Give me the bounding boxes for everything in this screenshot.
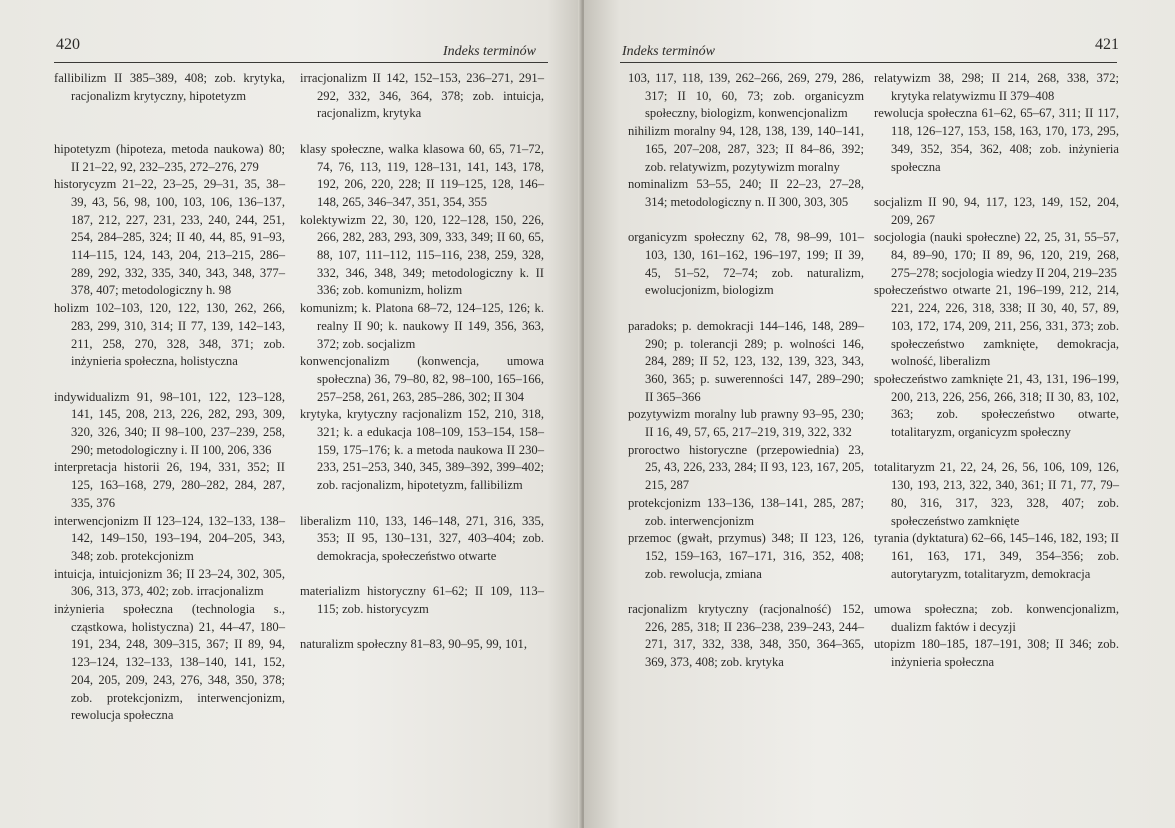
index-entry: materializm historyczny 61–62; II 109, 113–115; zob. historycyzm bbox=[300, 584, 544, 617]
entry-gap bbox=[300, 619, 544, 637]
index-entry: socjalizm II 90, 94, 117, 123, 149, 152, 204, 209, 267 bbox=[874, 194, 1119, 227]
entry-gap bbox=[628, 300, 864, 318]
index-entry: krytyka, krytyczny racjonalizm 152, 210, 318, 321; k. a edukacja 108–109, 153–154, 158–159, 175–176; k. a metoda naukowa II 230–233, 251–253, 340, 345, 389–392, 399–402; zob. racjonalizm, hipotetyzm, fallibilizm bbox=[300, 407, 544, 493]
entry-gap bbox=[300, 123, 544, 141]
index-entry: nominalizm 53–55, 240; II 22–23, 27–28, 314; metodologiczny n. II 300, 303, 305 bbox=[628, 177, 864, 209]
index-entry: pozytywizm moralny lub prawny 93–95, 230; II 16, 49, 57, 65, 217–219, 319, 322, 332 bbox=[628, 407, 864, 440]
index-entry: paradoks; p. demokracji 144–146, 148, 289–290; p. tolerancji 289; p. wolności 146, 284, 289; II 52, 123, 132, 139, 323, 343, 360, 365; p. suwerenności 147, 289–290; II 365–366 bbox=[628, 318, 864, 404]
entry-gap bbox=[874, 176, 1119, 194]
index-entry: klasy społeczne, walka klasowa 60, 65, 71–72, 74, 76, 113, 119, 128–131, 141, 143, 178, 192, 206, 220, 228; II 119–125, 128, 146–148, 265, 346–347, 351, 354, 355 bbox=[300, 141, 544, 209]
left-page bbox=[0, 0, 582, 828]
index-entry: kolektywizm 22, 30, 120, 122–128, 150, 226, 266, 282, 283, 293, 309, 333, 349; II 60, 65, 88, 107, 111–112, 115–116, 238, 259, 328, 332, 346, 348, 349; metodologiczny k. II 336; zob. komunizm, holizm bbox=[300, 212, 544, 298]
index-entry: liberalizm 110, 133, 146–148, 271, 316, 335, 353; II 95, 130–131, 327, 403–404; zob. demokracja, społeczeństwo otwarte bbox=[300, 513, 544, 563]
index-entry: socjologia (nauki społeczne) 22, 25, 31, 55–57, 84, 89–90, 170; II 89, 96, 120, 219, 268, 275–278; socjologia wiedzy II 204, 219–235 bbox=[874, 230, 1119, 280]
index-entry: interpretacja historii 26, 194, 331, 352; II 125, 163–168, 279, 280–282, 284, 287, 335, 376 bbox=[54, 460, 285, 510]
index-entry: inżynieria społeczna (technologia s., cząstkowa, holistyczna) 21, 44–47, 180–191, 234, 248, 309–315, 367; II 89, 94, 123–124, 132–133, 138–140, 141, 152, 204, 205, 209, 243, 276, 348, 350, 378; zob. protekcjonizm, interwencjonizm, rewolucja społeczna bbox=[54, 602, 285, 723]
index-entry: komunizm; k. Platona 68–72, 124–125, 126; k. realny II 90; k. naukowy II 149, 356, 363, 372; zob. socjalizm bbox=[300, 301, 544, 351]
index-column-left-2 bbox=[300, 70, 544, 654]
right-page bbox=[584, 0, 1175, 828]
index-entry: holizm 102–103, 120, 122, 130, 262, 266, 283, 299, 310, 314; II 77, 139, 142–143, 211, 258, 270, 328, 348, 371; zob. inżynieria społeczna, holistyczna bbox=[54, 301, 285, 369]
entry-gap bbox=[874, 583, 1119, 601]
index-entry: interwencjonizm II 123–124, 132–133, 138–142, 149–150, 193–194, 204–205, 343, 348; zob. protekcjonizm bbox=[54, 513, 285, 563]
index-entry: tyrania (dyktatura) 62–66, 145–146, 182, 193; II 161, 163, 171, 349, 354–356; zob. autorytaryzm, totalitaryzm, demokracja bbox=[874, 531, 1119, 581]
index-entry: utopizm 180–185, 187–191, 308; II 346; zob. inżynieria społeczna bbox=[874, 637, 1119, 670]
index-entry: nihilizm moralny 94, 128, 138, 139, 140–141, 165, 207–208, 287, 323; II 84–86, 392; zob. relatywizm, pozytywizm moralny bbox=[628, 124, 864, 174]
entry-gap bbox=[300, 566, 544, 584]
index-entry: indywidualizm 91, 98–101, 122, 123–128, 141, 145, 208, 213, 226, 282, 293, 309, 320, 326, 340; II 98–100, 237–239, 258, 290; metodologiczny i. II 100, 206, 336 bbox=[54, 389, 285, 457]
index-entry: rewolucja społeczna 61–62, 65–67, 311; II 117, 118, 126–127, 153, 158, 163, 170, 173, 295, 349, 352, 354, 362, 408; zob. inżynieria społeczna bbox=[874, 106, 1119, 174]
entry-gap bbox=[54, 371, 285, 389]
index-entry: przemoc (gwałt, przymus) 348; II 123, 126, 152, 159–163, 167–171, 316, 352, 408; zob. rewolucja, zmiana bbox=[628, 531, 864, 581]
index-entry: historycyzm 21–22, 23–25, 29–31, 35, 38–39, 43, 56, 98, 100, 103, 106, 136–137, 187, 212, 227, 231, 233, 240, 244, 251, 254, 284–285, 324; II 40, 44, 85, 91–93, 114–115, 124, 143, 204, 213–215, 286–289, 292, 332, 335, 340, 343, 348, 377–378, 407; metodologiczny h. 98 bbox=[54, 177, 285, 298]
entry-gap bbox=[54, 105, 285, 140]
index-entry: fallibilizm II 385–389, 408; zob. krytyka, racjonalizm krytyczny, hipotetyzm bbox=[54, 71, 285, 103]
index-entry: 103, 117, 118, 139, 262–266, 269, 279, 286, 317; II 10, 60, 73; zob. organicyzm społeczny, biologizm, konwencjonalizm bbox=[628, 71, 864, 121]
index-entry: hipotetyzm (hipoteza, metoda naukowa) 80; II 21–22, 92, 232–235, 272–276, 279 bbox=[54, 141, 285, 174]
entry-gap bbox=[300, 495, 544, 513]
index-column-right-1 bbox=[628, 70, 864, 672]
index-entry: racjonalizm krytyczny (racjonalność) 152, 226, 285, 318; II 236–238, 239–243, 244–271, 317, 332, 338, 348, 350, 364–365, 369, 373, 408; zob. krytyka bbox=[628, 602, 864, 670]
index-entry: protekcjonizm 133–136, 138–141, 285, 287; zob. interwencjonizm bbox=[628, 495, 864, 528]
index-entry: społeczeństwo otwarte 21, 196–199, 212, 214, 221, 224, 226, 318, 338; II 30, 40, 57, 89, 103, 172, 174, 209, 211, 256, 331, 373; zob. społeczeństwo zamknięte, demokracja, wolność, liberalizm bbox=[874, 283, 1119, 369]
index-entry: proroctwo historyczne (przepowiednia) 23, 25, 43, 226, 233, 284; II 93, 123, 167, 205, 215, 287 bbox=[628, 442, 864, 493]
index-entry: relatywizm 38, 298; II 214, 268, 338, 372; krytyka relatywizmu II 379–408 bbox=[874, 71, 1119, 103]
header-rule bbox=[54, 62, 548, 63]
index-entry: umowa społeczna; zob. konwencjonalizm, dualizm faktów i decyzji bbox=[874, 602, 1119, 634]
index-entry: organicyzm społeczny 62, 78, 98–99, 101–103, 130, 161–162, 196–197, 199; II 39, 45, 51–52, 72–74; zob. naturalizm, ewolucjonizm, biologizm bbox=[628, 230, 864, 298]
header-rule bbox=[620, 62, 1117, 63]
index-entry: intuicja, intuicjonizm 36; II 23–24, 302, 305, 306, 313, 373, 402; zob. irracjonalizm bbox=[54, 566, 285, 599]
entry-gap bbox=[628, 212, 864, 230]
index-entry: konwencjonalizm (konwencja, umowa społeczna) 36, 79–80, 82, 98–100, 165–166, 257–258, 261, 263, 285–286, 302; II 304 bbox=[300, 354, 544, 404]
page-number: 420 bbox=[56, 36, 80, 53]
index-entry: totalitaryzm 21, 22, 24, 26, 56, 106, 109, 126, 130, 193, 213, 322, 340, 361; II 71, 77, 79–80, 316, 317, 323, 328, 407; zob. społeczeństwo zamknięte bbox=[874, 460, 1119, 528]
index-entry: irracjonalizm II 142, 152–153, 236–271, 291–292, 332, 346, 364, 378; zob. intuicja, racjonalizm, krytyka bbox=[300, 71, 544, 121]
entry-gap bbox=[874, 442, 1119, 460]
entry-gap bbox=[628, 583, 864, 601]
running-head: Indeks terminów bbox=[443, 44, 536, 59]
index-entry: społeczeństwo zamknięte 21, 43, 131, 196–199, 200, 213, 226, 256, 266, 318; II 30, 83, 102, 363; zob. społeczeństwo otwarte, totalitaryzm, organicyzm społeczny bbox=[874, 371, 1119, 440]
index-column-left-1 bbox=[54, 70, 285, 725]
running-head: Indeks terminów bbox=[622, 44, 715, 59]
index-column-right-2 bbox=[874, 70, 1119, 672]
index-entry: naturalizm społeczny 81–83, 90–95, 99, 101, bbox=[300, 637, 527, 652]
page-number: 421 bbox=[1095, 36, 1119, 53]
